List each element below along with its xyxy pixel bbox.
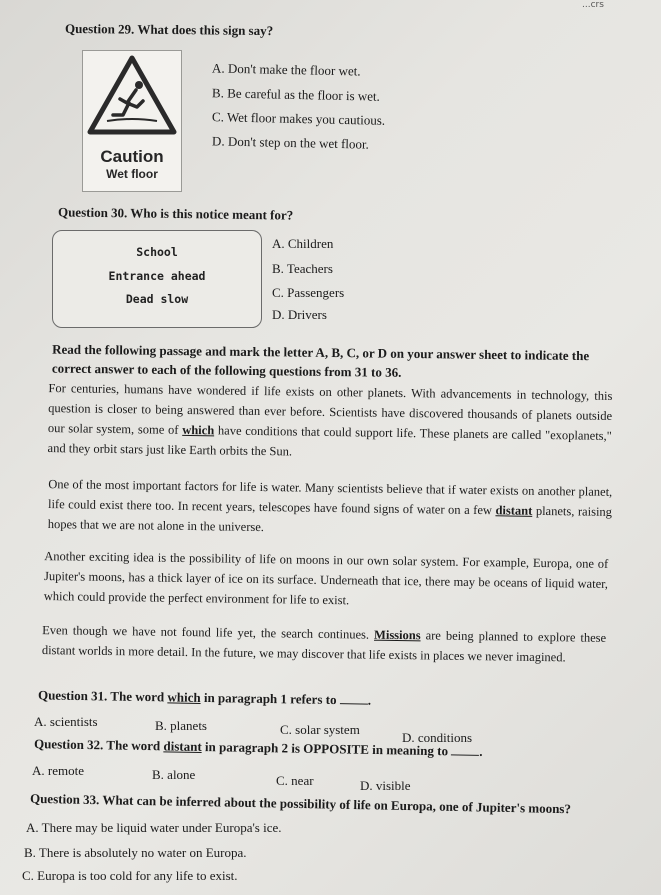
p2-text-a: One of the most important factors for life is water. Many scientists believe that if water exists on another planet, life could exist there too. In recent years, telescopes have found signs of water on a few [47,477,613,518]
question-30: Question 30. Who is this notice meant for? [57,204,294,223]
reading-instructions: Read the following passage and mark the letter A, B, C, or D on your answer sheet to indicate the correct answer to each of the following questions from 31 to 36. [51,341,590,380]
passage-paragraph-2 [48,474,613,542]
q32-option-c[interactable]: C. near [276,773,314,788]
question-29: Question 29. What does this sign say? [64,20,274,39]
question-32: Question 32. The word distant in paragraph 2 is OPPOSITE in meaning to . [33,736,483,759]
q29-option-a[interactable]: A. Don't make the floor wet. [211,60,361,79]
p1-underlined-which: which [182,422,215,438]
q33-option-a[interactable]: A. There may be liquid water under Europa's ice. [26,820,282,835]
question-33: Question 33. What can be inferred about the possibility of life on Europa, one of Jupiter's moons? [29,790,572,817]
q30-option-a[interactable]: A. Children [272,236,334,251]
q30-option-c[interactable]: C. Passengers [272,285,345,300]
caution-sign [82,50,182,192]
answer-blank [451,754,479,755]
q32-option-d[interactable]: D. visible [360,778,411,793]
p4-text-a: Even though we have not found life yet, the search continues. [42,623,375,642]
p1-text-a: For centuries, humans have wondered if life exists on other planets. With advancements in technology, this question is closer to being answered than ever before. Scientists have discovered thousands of planets outside our solar system, some of [47,381,613,437]
q30-option-b[interactable]: B. Teachers [272,261,333,276]
q33-option-b[interactable]: B. There is absolutely no water on Europa. [24,845,247,860]
p4-text-b: are being planned to explore these distant worlds in more detail. In the future, we may discover that life exists in places we never imagined. [41,628,607,665]
q32-option-a[interactable]: A. remote [32,763,84,778]
p2-underlined-distant: distant [495,503,533,518]
question-31: Question 31. The word which in paragraph 1 refers to . [37,687,372,708]
answer-blank [340,703,368,704]
q29-option-b[interactable]: B. Be careful as the floor is wet. [211,85,381,104]
sign-dead-slow-text: Dead slow [125,292,189,306]
sign-wet-floor-text: Wet floor [106,167,158,181]
passage-paragraph-3: Another exciting idea is the possibility of life on moons in our own solar system. For example, Europa, one of Jupiter's moons, has a thick layer of ice on its surface. Underneath that ice, there may be oceans of liquid water, which could provide the perfect environment for life to exist. [43,549,609,608]
school-notice-sign [52,230,262,328]
passage-paragraph-1 [47,378,612,466]
passage-paragraph-4 [42,620,607,668]
corner-note: ...crs [582,0,604,10]
q33-option-c[interactable]: C. Europa is too cold for any life to exist. [22,868,238,883]
q30-option-d[interactable]: D. Drivers [272,307,327,322]
q32-underlined-distant: distant [163,738,202,755]
q31-option-c[interactable]: C. solar system [280,722,360,737]
sign-entrance-text: Entrance ahead [108,269,206,283]
p4-underlined-missions: Missions [374,627,421,643]
q31-option-d[interactable]: D. conditions [402,730,473,745]
p2-text-b: planets, raising hopes that we are not alone in the universe. [47,503,613,535]
wet-floor-warning-icon [87,55,177,135]
q31-option-a[interactable]: A. scientists [34,714,98,729]
q31-option-b[interactable]: B. planets [155,718,207,733]
q32-option-b[interactable]: B. alone [152,767,196,782]
q29-option-c[interactable]: C. Wet floor makes you cautious. [211,109,386,128]
q29-option-d[interactable]: D. Don't step on the wet floor. [211,133,370,152]
q31-underlined-which: which [167,689,201,705]
sign-caution-text: Caution [100,147,164,166]
sign-school-text: School [136,245,178,259]
p1-text-b: have conditions that could support life. These planets are called "exoplanets," and they orbit stars just like Earth orbits the Sun. [47,423,612,459]
